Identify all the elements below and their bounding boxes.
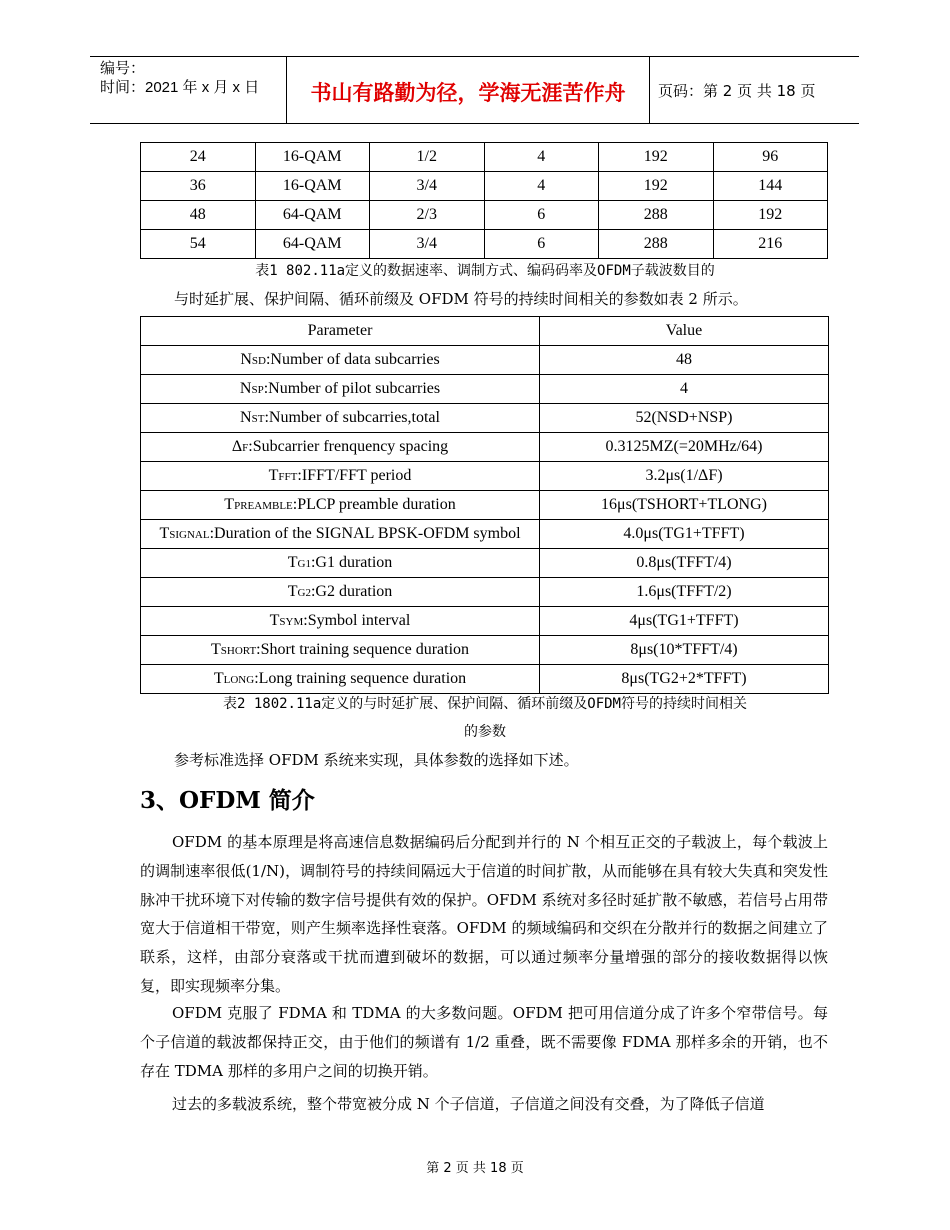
paragraph: OFDM 的基本原理是将高速信息数据编码后分配到并行的 N 个相互正交的子载波上，每个载波上的调制速率很低(1/N)，调制符号的持续间隔远大于信道的时间扩散，从而能够在具有较大失真和突发性脉冲干扰环境下对传输的数字信号提供有效的保护。OFDM 系统对多径时延扩散不敏感，若信号占用带宽大于信道相干带宽，则产生频率选择性衰落。OFDM 的频域编码和交织在分散并行的数据之间建立了联系，这样，由部分衰落或干扰而遭到破坏的数据，可以通过频率分量增强的部分的接收数据得以恢复，即实现频率分集。 [140,833,828,995]
parameter-symbol: T [159,525,170,542]
value-cell: 4.0μs(TG1+TFFT) [540,520,829,549]
table-cell: 3/4 [370,172,485,201]
parameter-description: :Symbol interval [303,612,411,629]
table-row [141,491,829,520]
parameter-symbol: Δ [231,438,243,455]
value-cell: 8μs(TG2+2*TFFT) [540,665,829,694]
table-row [141,433,829,462]
parameter-subscript: SHORT [220,645,257,657]
value-cell: 52(NSD+NSP) [540,404,829,433]
table-cell: 64-QAM [255,201,370,230]
parameter-description: :Long training sequence duration [254,670,467,687]
parameter-subscript: SYM [279,616,304,628]
paragraph: OFDM 克服了 FDMA 和 TDMA 的大多数问题。OFDM 把可用信道分成了许多个窄带信号。每个子信道的载波都保持正交，由于他们的频谱有 1/2 重叠，既不需要像 FDMA 那样多余的开销，也不存在 TDMA 那样的多用户之间的切换开销。 [140,1004,828,1080]
table2-caption: 表2 1802.11a定义的与时延扩展、保护间隔、循环前缀及OFDM符号的持续时间相关 [222,696,747,712]
parameter-cell [141,607,540,636]
section-heading: 3、OFDM 简介 [140,787,315,814]
parameter-subscript: SP [251,384,264,396]
header-divider [649,57,650,123]
page-footer: 第 2 页 共 18 页 [426,1161,524,1176]
parameter-description: :Duration of the SIGNAL BPSK-OFDM symbol [209,525,521,542]
table-row [141,230,828,259]
value-cell: 8μs(10*TFFT/4) [540,636,829,665]
value-cell: 16μs(TSHORT+TLONG) [540,491,829,520]
time-label: 时间：2021 年 x 月 x 日 [100,79,260,96]
parameter-cell [141,549,540,578]
table-cell: 288 [599,230,714,259]
value-cell: 4 [540,375,829,404]
column-header: Parameter [141,317,540,346]
table-row [141,636,829,665]
parameter-symbol: N [239,380,252,397]
paragraph: 过去的多载波系统，整个带宽被分成 N 个子信道，子信道之间没有交叠，为了降低子信道 [172,1095,765,1113]
table-cell: 48 [141,201,256,230]
table-row [141,665,829,694]
parameter-description: :Number of data subcarries [265,351,440,368]
parameter-cell [141,491,540,520]
table-cell: 16-QAM [255,143,370,172]
parameter-cell [141,462,540,491]
table-row [141,404,829,433]
table-cell: 6 [484,230,599,259]
value-cell: 48 [540,346,829,375]
timing-parameter-table [140,316,829,694]
table-row [141,462,829,491]
table-cell: 54 [141,230,256,259]
table-cell: 4 [484,143,599,172]
table-cell: 144 [713,172,828,201]
parameter-symbol: T [213,670,224,687]
data-rate-table [140,142,828,259]
table-cell: 64-QAM [255,230,370,259]
parameter-symbol: T [224,496,235,513]
parameter-description: :G2 duration [310,583,393,600]
header-meta [100,59,259,97]
parameter-symbol: T [210,641,221,658]
parameter-subscript: SIGNAL [169,529,210,541]
parameter-description: :Number of pilot subcarries [263,380,441,397]
table-row [141,172,828,201]
parameter-cell [141,578,540,607]
table-cell: 3/4 [370,230,485,259]
parameter-subscript: SD [251,355,266,367]
parameter-symbol: N [240,351,252,368]
table-row [141,375,829,404]
table-header-row [141,317,829,346]
parameter-symbol: T [269,612,280,629]
header-page-label: 页码：第 2 页 共 18 页 [658,82,816,100]
value-cell: 1.6μs(TFFT/2) [540,578,829,607]
parameter-cell [141,433,540,462]
reference-line: 参考标准选择 OFDM 系统来实现，具体参数的选择如下述。 [174,751,579,769]
table-cell: 6 [484,201,599,230]
parameter-symbol: N [240,409,252,426]
value-cell: 0.8μs(TFFT/4) [540,549,829,578]
table-cell: 4 [484,172,599,201]
table-cell: 24 [141,143,256,172]
parameter-cell [141,636,540,665]
parameter-symbol: T [287,554,298,571]
table1-caption: 表1 802.11a定义的数据速率、调制方式、编码码率及OFDM子载波数目的 [255,263,715,279]
parameter-subscript: G2 [297,587,311,599]
table2-caption-cont: 的参数 [464,724,506,740]
table-row [141,346,829,375]
parameter-cell [141,346,540,375]
parameter-description: :Number of subcarries,total [264,409,440,426]
value-cell: 4μs(TG1+TFFT) [540,607,829,636]
table-row [141,201,828,230]
table-cell: 192 [599,172,714,201]
parameter-subscript: G1 [297,558,311,570]
parameter-subscript: LONG [223,674,255,686]
table-row [141,520,829,549]
parameter-symbol: T [287,583,298,600]
parameter-subscript: ST [251,413,265,425]
parameter-symbol: T [268,467,279,484]
parameter-cell [141,520,540,549]
parameter-description: :Subcarrier frenquency spacing [248,438,449,455]
parameter-description: :IFFT/FFT period [297,467,412,484]
table-cell: 192 [713,201,828,230]
table-row [141,607,829,636]
parameter-subscript: PREAMBLE [234,500,293,512]
table-cell: 36 [141,172,256,201]
value-cell: 3.2μs(1/ΔF) [540,462,829,491]
table-cell: 1/2 [370,143,485,172]
table-cell: 2/3 [370,201,485,230]
table-cell: 96 [713,143,828,172]
header-motto: 书山有路勤为径，学海无涯苦作舟 [310,81,626,105]
serial-label: 编号： [100,60,146,77]
table-cell: 216 [713,230,828,259]
page-header [90,56,859,124]
table-cell: 16-QAM [255,172,370,201]
column-header: Value [540,317,829,346]
table-cell: 192 [599,143,714,172]
parameter-subscript: F [242,442,249,454]
parameter-cell [141,404,540,433]
table-row [141,578,829,607]
parameter-cell [141,665,540,694]
parameter-description: :Short training sequence duration [256,641,470,658]
table-cell: 288 [599,201,714,230]
intro-line: 与时延扩展、保护间隔、循环前缀及 OFDM 符号的持续时间相关的参数如表 2 所示。 [174,290,748,308]
value-cell: 0.3125MZ(=20MHz/64) [540,433,829,462]
table-row [141,143,828,172]
parameter-description: :PLCP preamble duration [292,496,456,513]
table-row [141,549,829,578]
parameter-subscript: FFT [278,471,298,483]
parameter-description: :G1 duration [310,554,393,571]
parameter-cell [141,375,540,404]
